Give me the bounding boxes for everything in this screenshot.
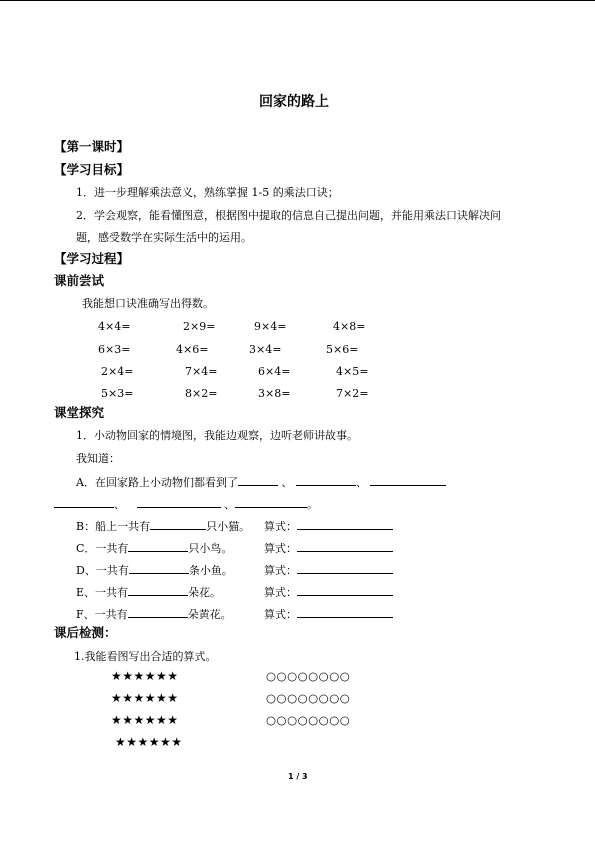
- formula-blank-f[interactable]: [297, 606, 393, 618]
- star-row-4: ★★★★★★: [115, 735, 183, 749]
- explore-item-b: [76, 518, 250, 534]
- answer-blank-a2[interactable]: [296, 474, 356, 486]
- problem-r3c2: 7×4=: [185, 365, 218, 378]
- formula-blank-d[interactable]: [297, 562, 393, 574]
- answer-blank-a4[interactable]: [54, 496, 114, 508]
- answer-blank-a6[interactable]: [235, 496, 307, 508]
- problem-r4c3: 3×8=: [258, 387, 291, 400]
- item-d-unit: 条小鱼。: [188, 564, 233, 577]
- explore-item-f: [76, 606, 232, 622]
- separator: 、: [355, 476, 367, 489]
- answer-blank-f[interactable]: [128, 606, 188, 618]
- after-class-heading: 课后检测：: [54, 625, 117, 640]
- top-border-line: [0, 0, 595, 1]
- item-e-unit: 朵花。: [188, 586, 222, 599]
- item-e-text: E、一共有: [76, 586, 129, 599]
- answer-blank-a5[interactable]: [137, 496, 221, 508]
- star-row-1: ★★★★★★: [111, 669, 179, 683]
- item-b-text: B：船上一共有: [76, 520, 151, 533]
- section-process-heading: 【学习过程】: [54, 251, 130, 266]
- formula-label: 算式：: [264, 520, 297, 533]
- formula-f: [264, 606, 393, 622]
- explore-item-a: [76, 474, 446, 490]
- circle-row-2: ○○○○○○○○: [266, 691, 351, 705]
- star-row-3: ★★★★★★: [111, 713, 179, 727]
- formula-label: 算式：: [264, 608, 297, 621]
- item-a-text: A．在回家路上小动物们都看到了: [76, 476, 238, 489]
- problem-r2c1: 6×3=: [98, 343, 131, 356]
- problem-r3c3: 6×4=: [258, 365, 291, 378]
- explore-heading: 课堂探究: [54, 405, 105, 420]
- pre-class-intro: 我能想口诀准确写出得数。: [82, 297, 214, 310]
- problem-r3c1: 2×4=: [101, 365, 134, 378]
- item-f-text: F、一共有: [76, 608, 128, 621]
- after-class-question-1: 1.我能看图写出合适的算式。: [74, 650, 217, 663]
- star-row-2: ★★★★★★: [111, 691, 179, 705]
- problem-r1c2: 2×9=: [183, 320, 216, 333]
- formula-label: 算式：: [264, 586, 297, 599]
- explore-item-c: [76, 540, 232, 556]
- formula-label: 算式：: [264, 564, 297, 577]
- problem-r4c4: 7×2=: [336, 387, 369, 400]
- formula-blank-b[interactable]: [297, 518, 393, 530]
- answer-blank-b[interactable]: [150, 518, 206, 530]
- formula-label: 算式：: [264, 542, 297, 555]
- sentence-end: 。: [307, 498, 318, 511]
- answer-blank-a1[interactable]: [238, 474, 278, 486]
- pre-class-heading: 课前尝试: [54, 273, 105, 288]
- problem-r4c2: 8×2=: [185, 387, 218, 400]
- item-f-unit: 朵黄花。: [187, 608, 232, 621]
- problem-r4c1: 5×3=: [101, 387, 134, 400]
- page-title: 回家的路上: [259, 94, 329, 110]
- explore-know-label: 我知道：: [76, 452, 120, 465]
- problem-r1c4: 4×8=: [333, 320, 366, 333]
- explore-item-e: [76, 584, 221, 600]
- answer-blank-c[interactable]: [128, 540, 188, 552]
- formula-d: [264, 562, 393, 578]
- explore-item-a-continued: [54, 496, 318, 512]
- answer-blank-e[interactable]: [128, 584, 188, 596]
- answer-blank-d[interactable]: [129, 562, 189, 574]
- section-period-heading: 【第一课时】: [54, 139, 130, 154]
- formula-e: [264, 584, 393, 600]
- explore-item-d: [76, 562, 233, 578]
- item-b-unit: 只小猫。: [206, 520, 251, 533]
- separator: 、: [114, 498, 125, 511]
- item-c-unit: 只小鸟。: [188, 542, 233, 555]
- goal-item-2: 2．学会观察，能看懂图意，根据图中提取的信息自己提出问题，并能用乘法口诀解决问: [76, 209, 501, 222]
- problem-r2c4: 5×6=: [326, 343, 359, 356]
- explore-question-1: 1．小动物回家的情境图，我能边观察，边听老师讲故事。: [76, 429, 358, 442]
- circle-row-3: ○○○○○○○○: [266, 713, 351, 727]
- separator: 、: [224, 498, 235, 511]
- goal-item-2-continued: 题，感受数学在实际生活中的运用。: [76, 231, 252, 244]
- item-c-text: C．一共有: [76, 542, 129, 555]
- page-number: 1 / 3: [288, 772, 308, 781]
- section-goals-heading: 【学习目标】: [54, 162, 130, 177]
- answer-blank-a3[interactable]: [370, 474, 446, 486]
- item-d-text: D、一共有: [76, 564, 129, 577]
- formula-c: [264, 540, 393, 556]
- problem-r2c3: 3×4=: [249, 343, 282, 356]
- problem-r3c4: 4×5=: [336, 365, 369, 378]
- problem-r1c1: 4×4=: [98, 320, 131, 333]
- separator: 、: [281, 476, 293, 489]
- problem-r1c3: 9×4=: [254, 320, 287, 333]
- formula-blank-c[interactable]: [297, 540, 393, 552]
- formula-b: [264, 518, 393, 534]
- problem-r2c2: 4×6=: [176, 343, 209, 356]
- formula-blank-e[interactable]: [297, 584, 393, 596]
- circle-row-1: ○○○○○○○○: [266, 669, 351, 683]
- goal-item-1: 1．进一步理解乘法意义，熟练掌握 1-5 的乘法口诀；: [76, 186, 339, 199]
